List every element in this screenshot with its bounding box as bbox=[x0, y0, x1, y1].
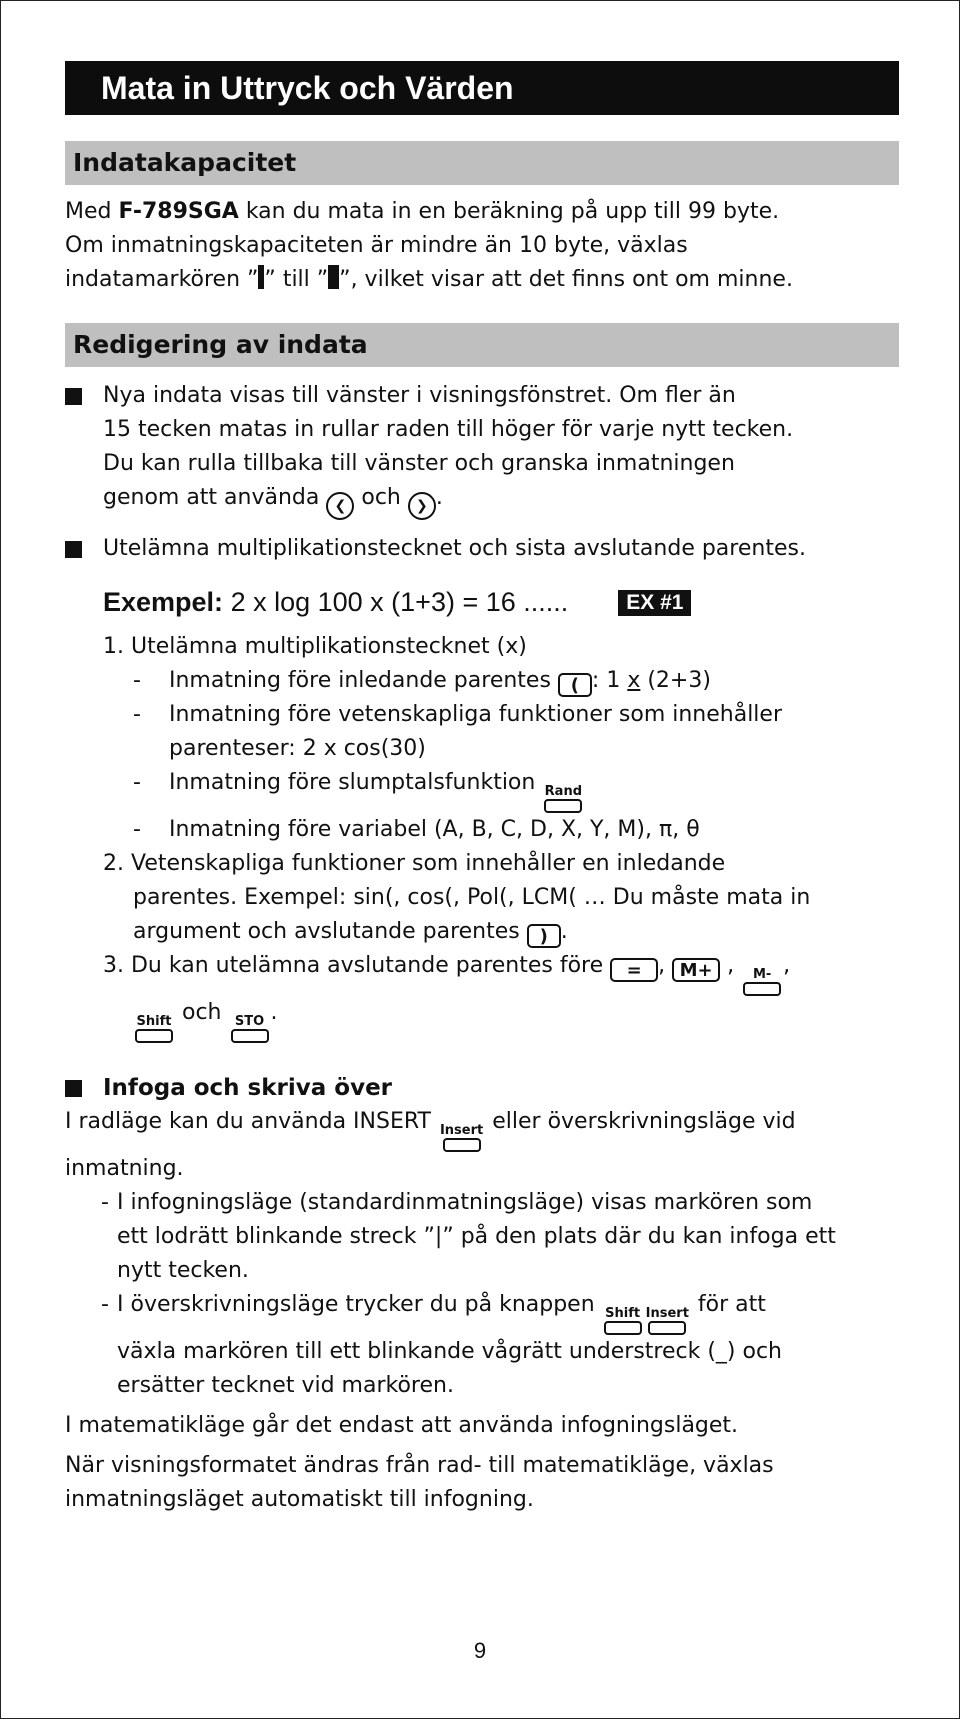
list-item: - I infogningsläge (standardinmatningsläge) visas markören som ett lodrätt blinkande streck ”|” på den plats där du kan infoga ett nytt tecken. bbox=[101, 1190, 836, 1283]
close-paren-key-icon: ) bbox=[527, 924, 561, 948]
section-heading-insert: Infoga och skriva över bbox=[65, 1071, 899, 1105]
page-title: Mata in Uttryck och Värden bbox=[65, 61, 899, 115]
m-minus-key-icon: M- bbox=[743, 968, 781, 996]
open-paren-key-icon: ( bbox=[558, 673, 592, 697]
section-heading-editing: Redigering av indata bbox=[65, 323, 899, 367]
list-item: - Inmatning före variabel (A, B, C, D, X, Y, M), π, θ bbox=[133, 817, 700, 842]
insert-key-icon: Insert bbox=[440, 1124, 483, 1152]
bullet-square-icon bbox=[65, 1080, 82, 1097]
list-item: 1. Utelämna multiplikationstecknet (x) bbox=[103, 634, 527, 659]
bullet-scrolling: Nya indata visas till vänster i visningsfönstret. Om fler än 15 tecken matas in rullar raden till höger för varje nytt tecken. Du kan rulla tillbaka till vänster och granska inmatningen genom att använda ❮ och ❯ . bbox=[65, 379, 899, 520]
rand-key-icon: Rand bbox=[544, 785, 582, 813]
shift-key-icon: Shift bbox=[135, 1015, 173, 1043]
list-item: - I överskrivningsläge trycker du på knappen Shift Insert för att växla markören till ett blinkande vågrätt understreck (_) och ersätter tecknet vid markören. bbox=[101, 1292, 782, 1398]
model-name: F-789SGA bbox=[118, 199, 239, 224]
bullet-square-icon bbox=[65, 541, 82, 558]
omit-rules-list bbox=[103, 630, 899, 1043]
insert-text: I radläge kan du använda INSERT Insert eller överskrivningsläge vid inmatning. - I infogningsläge (standardinmatningsläge) visas markören som ett lodrätt blinkande streck ”|” på den plats där du kan infoga ett nytt tecken. - I överskrivningsläge trycker du på knappen Shift Insert för att växla markören till ett blinkande vågrätt understreck (_) och ersätter tecknet vid markören. I matematikläge går det endast att använda infogningsläget. När visningsformatet ändras från rad- till matematikläge, växlas inmatningsläget automatiskt till infogning. bbox=[65, 1105, 899, 1517]
list-item: - Inmatning före slumptalsfunktion Rand bbox=[103, 766, 899, 813]
list-item: - Inmatning före inledande parentes ( : 1 x (2+3) bbox=[133, 668, 711, 696]
shift-key-icon: Shift bbox=[604, 1307, 642, 1335]
list-item: 2. Vetenskapliga funktioner som innehåller en inledande parentes. Exempel: sin(, cos(, Pol(, LCM( … Du måste mata in argument och avslutande parentes ) . bbox=[103, 851, 811, 947]
example-badge: EX #1 bbox=[618, 590, 691, 616]
list-item: 3. Du kan utelämna avslutande parentes före = , M+ , M- , Shift och STO . bbox=[103, 949, 899, 1043]
left-arrow-key-icon: ❮ bbox=[326, 492, 354, 520]
right-arrow-key-icon: ❯ bbox=[408, 492, 436, 520]
capacity-text: Med F-789SGA kan du mata in en beräkning på upp till 99 byte. Om inmatningskapaciteten är mindre än 10 byte, växlas indatamarkören ” ” till ” ”, vilket visar att det finns ont om minne. bbox=[65, 199, 793, 292]
section-heading-capacity: Indatakapacitet bbox=[65, 141, 899, 185]
thick-cursor-icon bbox=[328, 265, 339, 289]
m-plus-key-icon: M+ bbox=[672, 958, 720, 982]
bullet-square-icon bbox=[65, 388, 82, 405]
page-number: 9 bbox=[473, 1638, 487, 1663]
insert-key-icon: Insert bbox=[646, 1307, 689, 1335]
sto-key-icon: STO bbox=[231, 1015, 269, 1043]
page-content bbox=[65, 61, 899, 1517]
list-item: - Inmatning före vetenskapliga funktioner som innehåller parenteser: 2 x cos(30) bbox=[133, 702, 783, 761]
bullet-omit: Utelämna multiplikationstecknet och sista avslutande parentes. bbox=[65, 532, 899, 566]
example-line: Exempel: 2 x log 100 x (1+3) = 16 ...... EX #1 bbox=[103, 582, 899, 622]
equals-key-icon: = bbox=[610, 958, 658, 982]
